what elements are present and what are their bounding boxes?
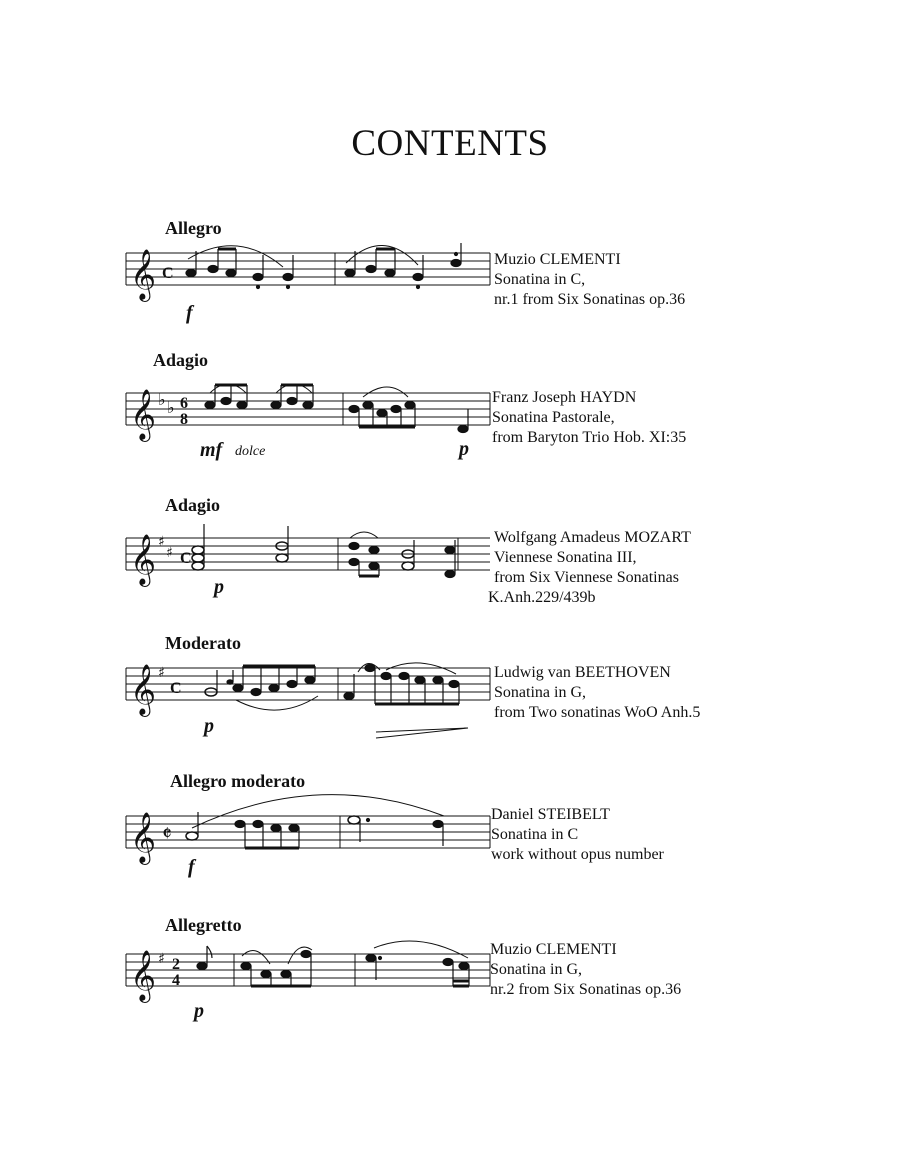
entry-info (488, 528, 691, 608)
svg-text:4: 4 (172, 972, 180, 989)
svg-text:2: 2 (172, 956, 180, 973)
svg-text:6: 6 (180, 395, 188, 412)
svg-text:mf: mf (200, 439, 223, 461)
work-title: Sonatina in G, (494, 684, 586, 701)
composer-name: Muzio CLEMENTI (494, 251, 621, 268)
work-title: Sonatina in C, (494, 271, 586, 288)
treble-clef-icon: 𝄞 (130, 389, 157, 440)
svg-text:C: C (170, 680, 182, 697)
entry-info (492, 388, 686, 448)
treble-clef-icon: 𝄞 (130, 812, 157, 863)
flat-icon: ♭ (167, 398, 175, 417)
sharp-icon: ♯ (158, 951, 165, 967)
svg-text:p: p (459, 438, 469, 460)
composer-name: Franz Joseph HAYDN (492, 389, 637, 406)
svg-text:p: p (204, 715, 214, 737)
work-title: Sonatina in C (491, 826, 579, 843)
music-incipit (118, 530, 498, 620)
work-source: nr.1 from Six Sonatinas op.36 (494, 291, 686, 308)
music-incipit (118, 245, 498, 335)
music-incipit (118, 660, 498, 750)
music-incipit (118, 946, 498, 1036)
work-title: Viennese Sonatina III, (494, 549, 637, 566)
work-source: from Baryton Trio Hob. XI:35 (492, 429, 687, 446)
treble-clef-icon: 𝄞 (130, 664, 157, 715)
music-incipit (118, 385, 498, 475)
tempo-marking: Allegro moderato (170, 771, 306, 791)
composer-name: Daniel STEIBELT (491, 806, 610, 823)
cut-time-icon: 𝄵 (162, 822, 172, 847)
treble-clef-icon: 𝄞 (130, 534, 157, 585)
sharp-icon: ♯ (158, 665, 165, 681)
entry-info (494, 250, 685, 310)
catalogue-number: K.Anh.229/439b (488, 589, 596, 606)
composer-name: Wolfgang Amadeus MOZART (494, 529, 691, 546)
svg-text:8: 8 (180, 411, 188, 428)
treble-clef-icon: 𝄞 (130, 950, 157, 1001)
tempo-marking: Allegretto (165, 915, 242, 935)
composer-name: Muzio CLEMENTI (490, 941, 617, 958)
entry-info (491, 805, 664, 865)
sharp-icon: ♯ (166, 545, 173, 561)
svg-text:f: f (188, 856, 195, 878)
svg-text:C: C (162, 265, 174, 282)
svg-text:dolce: dolce (235, 444, 266, 459)
svg-text:C: C (180, 550, 192, 567)
tempo-marking: Allegro (165, 218, 222, 238)
music-incipit (118, 808, 498, 898)
svg-text:p: p (194, 1000, 204, 1022)
tempo-marking: Adagio (165, 495, 221, 515)
svg-text:f: f (186, 302, 193, 324)
work-source: work without opus number (491, 846, 664, 863)
entry-info (490, 940, 681, 1000)
tempo-marking: Moderato (165, 633, 241, 653)
treble-clef-icon: 𝄞 (130, 249, 157, 300)
work-source: from Six Viennese Sonatinas (494, 569, 679, 586)
composer-name: Ludwig van BEETHOVEN (494, 664, 671, 681)
flat-icon: ♭ (158, 390, 166, 409)
work-title: Sonatina Pastorale, (492, 409, 615, 426)
work-source: from Two sonatinas WoO Anh.5 (494, 704, 701, 721)
tempo-marking: Adagio (153, 350, 209, 370)
work-source: nr.2 from Six Sonatinas op.36 (490, 981, 682, 998)
page-title: CONTENTS (351, 123, 549, 164)
svg-text:p: p (214, 576, 224, 598)
sharp-icon: ♯ (158, 534, 165, 550)
work-title: Sonatina in G, (490, 961, 582, 978)
entry-info (494, 663, 700, 723)
